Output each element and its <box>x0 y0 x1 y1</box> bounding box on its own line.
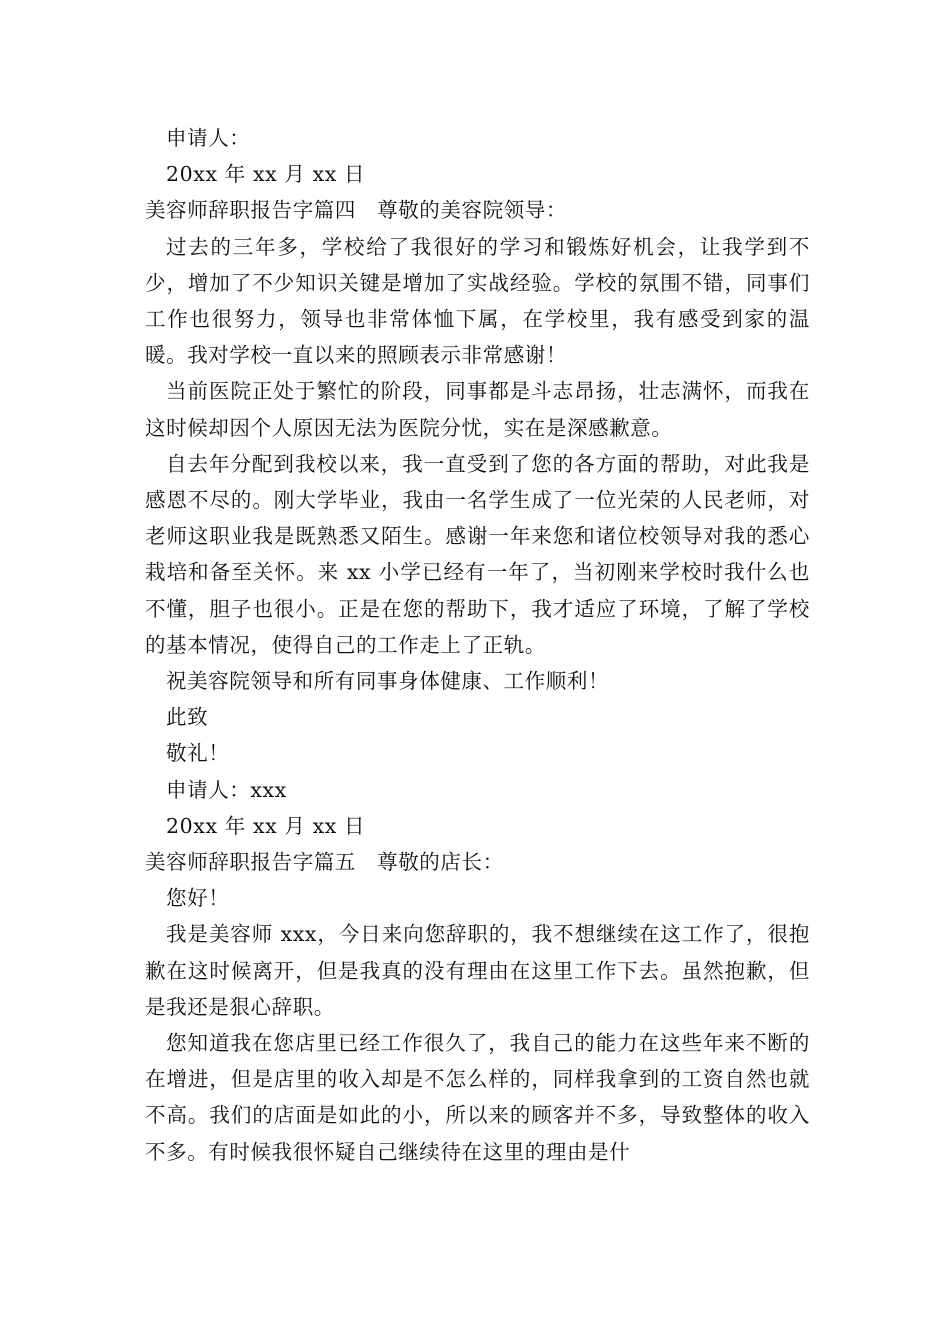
date-line-2: 20xx 年 xx 月 xx 日 <box>166 813 366 838</box>
section-heading-4: 美容师辞职报告字篇四 尊敬的美容院领导： <box>145 198 567 223</box>
greeting-line: 您好！ <box>166 886 230 911</box>
applicant-signature: 申请人：xxx <box>166 777 287 802</box>
applicant-label: 申请人： <box>166 126 251 150</box>
paragraph-4: 我是美容师 xxx，今日来向您辞职的，我不想继续在这工作了，很抱歉在这时候离开，但是我真的没有理由在这里工作下去。虽然抱歉，但是我还是狠心辞职。 <box>145 922 810 1019</box>
section-heading-5: 美容师辞职报告字篇五 尊敬的店长： <box>145 850 504 875</box>
date-line: 20xx 年 xx 月 xx 日 <box>166 162 366 187</box>
closing-line-2: 敬礼！ <box>166 741 230 766</box>
wishes-line: 祝美容院领导和所有同事身体健康、工作顺利！ <box>166 669 610 694</box>
closing-line-1: 此致 <box>166 705 209 730</box>
paragraph-3: 自去年分配到我校以来，我一直受到了您的各方面的帮助，对此我是感恩不尽的。刚大学毕业，我由一名学生成了一位光荣的人民老师，对老师这职业我是既熟悉又陌生。感谢一年来您和诸位校领导对我的悉心栽培和备至关怀。来 xx 小学已经有一年了，当初刚来学校时我什么也不懂，胆子也很小。正是在您的帮助下，我才适应了环境，了解了学校的基本情况，使得自己的工作走上了正轨。 <box>145 451 810 657</box>
paragraph-5: 您知道我在您店里已经工作很久了，我自己的能力在这些年来不断的在增进，但是店里的收入却是不怎么样的，同样我拿到的工资自然也就不高。我们的店面是如此的小，所以来的顾客并不多，导致整体的收入不多。有时候我很怀疑自己继续待在这里的理由是什 <box>145 1031 810 1164</box>
paragraph-1: 过去的三年多，学校给了我很好的学习和锻炼好机会，让我学到不少，增加了不少知识关键是增加了实战经验。学校的氛围不错，同事们工作也很努力，领导也非常体恤下属，在学校里，我有感受到家的温暖。我对学校一直以来的照顾表示非常感谢！ <box>145 234 810 368</box>
paragraph-2: 当前医院正处于繁忙的阶段，同事都是斗志昂扬，壮志满怀，而我在这时候却因个人原因无法为医院分忧，实在是深感歉意。 <box>145 379 810 440</box>
document-body <box>145 120 810 1170</box>
